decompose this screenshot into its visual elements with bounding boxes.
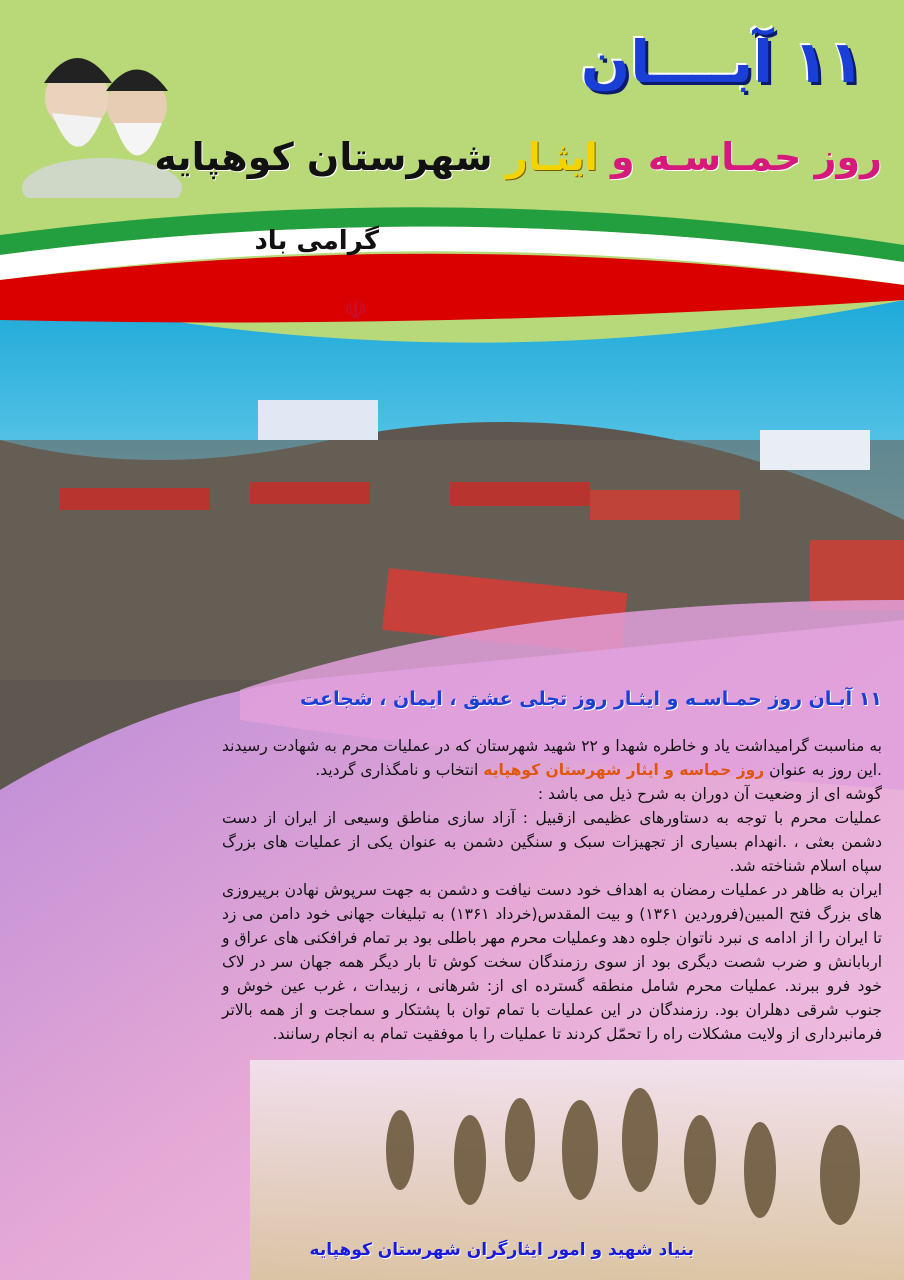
paragraph-4: ایران به ظاهر در عملیات رمضان به اهداف خود دست نیافت و دشمن به جهت سرپوش نهادن برپیروزی های بزرگ فتح المبین(فروردین ۱۳۶۱) و بیت المقدس(خرداد ۱۳۶۱) به تبلیغات جهانی خود دامن می زد تا ایران را از ادامه ی نبرد ناتوان جلوه دهد وعملیات محرم مهر باطلی بود بر تمام فرافکنی های عراق و اربابانش و ضرب شصت دیگری بود از سوی رزمندگان سخت کوش تا بار دیگر همه جهان سر در لاک خود فرو ببرند. عملیات محرم شامل منطقه گسترده ای از: شرهانی ، زبیدات ، غرب عین خوش و جنوب شرقی دهلران بود. رزمندگان در این عملیات با تمام توان با پشتکار و سماجت و از همه بالاتر فرمانبرداری از ولایت مشکلات راه را تحمّل کردند تا عملیات را با موفقیت تمام به انجام رسانند.	[222, 881, 882, 1043]
subtitle-part-3: شهرستان کوهپایه	[154, 135, 493, 179]
page-subtitle	[154, 135, 882, 179]
paragraph-3: عملیات محرم با توجه به دستاورهای عظیمی ازقبیل : آزاد سازی مناطق وسیعی از ایران از دست دشمن بعثی ، .انهدام بسیاری از تجهیزات سبک و سنگین دشمن به عنوان یکی از عملیات های بزرگ سپاه اسلام شناخته شد.	[222, 809, 882, 875]
subtitle-part-2: ایثـار	[505, 135, 598, 179]
paragraph-2: گوشه ای از وضعیت آن دوران به شرح ذیل می باشد :	[537, 785, 882, 803]
iran-emblem-icon: ☫	[344, 296, 368, 326]
section-heading: ۱۱ آبـان روز حمـاسـه و ایثـار روز تجلی عشق ، ایمان ، شجاعت	[299, 688, 882, 710]
footer-organization: بنیاد شهید و امور ایثارگران شهرستان کوهپایه	[309, 1240, 694, 1260]
paragraph-1: به مناسبت گرامیداشت یاد و خاطره شهدا و ۲۲ شهید شهرستان که در عملیات محرم به شهادت رسیدند .این روز به عنوان روز حماسه و ایثار شهرستان کوهپایه انتخاب و نامگذاری گردید.	[222, 737, 882, 779]
highlighted-phrase: روز حماسه و ایثار شهرستان کوهپایه	[483, 761, 765, 779]
page-title: ۱۱ آبــــان	[580, 28, 864, 96]
greeting-text: گرامی باد	[254, 226, 379, 256]
article-body	[222, 734, 882, 1046]
subtitle-part-1: روز حمـاسـه و	[611, 135, 882, 179]
